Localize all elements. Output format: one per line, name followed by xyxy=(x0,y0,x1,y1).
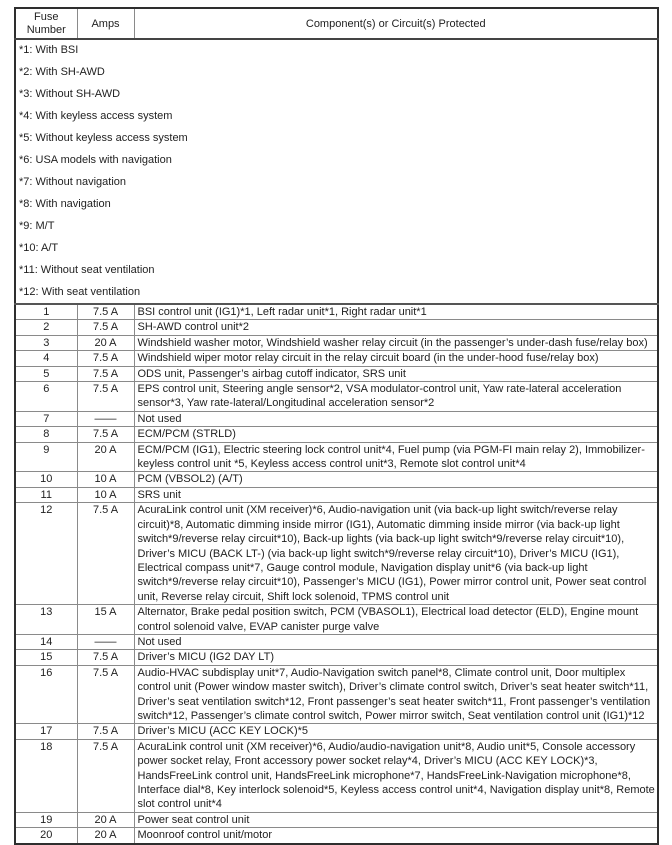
component-cell: ECM/PCM (IG1), Electric steering lock control unit*4, Fuel pump (via PGM-FI main relay 2), Immobilizer-keyless control unit *5, Keyless access control unit*3, Remote slot control unit*4 xyxy=(134,442,658,472)
fuse-number-cell: 18 xyxy=(15,739,77,812)
fuse-number-cell: 3 xyxy=(15,335,77,350)
component-cell: PCM (VBSOL2) (A/T) xyxy=(134,472,658,487)
header-components: Component(s) or Circuit(s) Protected xyxy=(134,8,658,39)
fuse-number-cell: 2 xyxy=(15,320,77,335)
amps-cell: 7.5 A xyxy=(77,739,134,812)
amps-cell: —— xyxy=(77,411,134,426)
table-row xyxy=(15,304,658,320)
amps-cell: 7.5 A xyxy=(77,351,134,366)
component-cell: Windshield wiper motor relay circuit in the relay circuit board (in the under-hood fuse/relay box) xyxy=(134,351,658,366)
footnotes-row xyxy=(15,39,658,304)
component-cell: AcuraLink control unit (XM receiver)*6, Audio/audio-navigation unit*8, Audio unit*5, Console accessory power socket relay, Front accessory power socket relay*4, Driver’s MICU (ACC KEY LOCK)*3, HandsFreeLink control unit, HandsFreeLink microphone*7, HandsFreeLink-Navigation microphone*8, Interface dial*8, Key interlock solenoid*5, Keyless access control unit*4, Navigation display unit*8, Remote slot control unit*4 xyxy=(134,739,658,812)
table-row xyxy=(15,320,658,335)
table-row xyxy=(15,366,658,381)
component-cell: Power seat control unit xyxy=(134,812,658,827)
fuse-number-cell: 19 xyxy=(15,812,77,827)
amps-cell: 7.5 A xyxy=(77,366,134,381)
fuse-number-cell: 10 xyxy=(15,472,77,487)
amps-cell: 20 A xyxy=(77,442,134,472)
component-cell: Audio-HVAC subdisplay unit*7, Audio-Navigation switch panel*8, Climate control unit, Door multiplex control unit (Power window master switch), Driver’s climate control switch, Driver’s seat heater switch*11, Driver’s seat ventilation switch*12, Front passenger’s seat heater switch*11, Front passenger’s ventilation switch*12, Passenger’s climate control switch, Power mirror switch, Seat ventilation control unit (IG1)*12 xyxy=(134,665,658,724)
footnote-item: *7: Without navigation xyxy=(19,176,127,188)
header-row xyxy=(15,8,658,39)
table-row xyxy=(15,634,658,649)
footnote-item: *3: Without SH-AWD xyxy=(19,88,121,100)
fuse-number-cell: 6 xyxy=(15,382,77,412)
fuse-number-cell: 17 xyxy=(15,724,77,739)
table-row xyxy=(15,472,658,487)
component-cell: AcuraLink control unit (XM receiver)*6, Audio-navigation unit (via back-up light switch/reverse relay circuit)*8, Automatic dimming inside mirror (IG1), Automatic dimming inside mirror (via back-up light switch*9/reverse relay circuit*10), Back-up lights (via back-up light switch*9/reverse relay circuit*10), Driver’s MICU (BACK LT-) (via back-up light switch*9/reverse relay circuit*10), Driver’s MICU (IG1), Electrical compass unit*7, Gauge control module, Navigation display unit*6 (via back-up light switch*9/reverse relay circuit*10), Passenger’s MICU (IG1), Power mirror control unit, Power seat control unit, Reverse relay circuit, Shift lock solenoid, TPMS control unit xyxy=(134,503,658,605)
table-header xyxy=(15,8,658,39)
table-row xyxy=(15,812,658,827)
component-cell: Windshield washer motor, Windshield washer relay circuit (in the passenger’s under-dash fuse/relay box) xyxy=(134,335,658,350)
amps-cell: —— xyxy=(77,634,134,649)
amps-cell: 7.5 A xyxy=(77,427,134,442)
fuse-number-cell: 1 xyxy=(15,304,77,320)
table-row xyxy=(15,487,658,502)
fuse-number-cell: 16 xyxy=(15,665,77,724)
table-row xyxy=(15,442,658,472)
amps-cell: 20 A xyxy=(77,812,134,827)
footnote-item: *12: With seat ventilation xyxy=(19,286,141,298)
component-cell: Not used xyxy=(134,634,658,649)
fuse-number-cell: 7 xyxy=(15,411,77,426)
amps-cell: 15 A xyxy=(77,605,134,635)
header-amps: Amps xyxy=(77,8,134,39)
component-cell: Driver’s MICU (ACC KEY LOCK)*5 xyxy=(134,724,658,739)
fuse-number-cell: 14 xyxy=(15,634,77,649)
component-cell: EPS control unit, Steering angle sensor*2, VSA modulator-control unit, Yaw rate-lateral acceleration sensor*3, Yaw rate-lateral/Longitudinal acceleration sensor*2 xyxy=(134,382,658,412)
header-fuse-line2: Number xyxy=(26,24,66,36)
amps-cell: 7.5 A xyxy=(77,320,134,335)
fuse-number-cell: 12 xyxy=(15,503,77,605)
table-row xyxy=(15,503,658,605)
component-cell: Moonroof control unit/motor xyxy=(134,828,658,844)
table-row xyxy=(15,351,658,366)
fuse-number-cell: 13 xyxy=(15,605,77,635)
fuse-number-cell: 8 xyxy=(15,427,77,442)
footnote-item: *4: With keyless access system xyxy=(19,110,173,122)
footnote-item: *9: M/T xyxy=(19,220,55,232)
fuse-number-cell: 5 xyxy=(15,366,77,381)
amps-cell: 10 A xyxy=(77,487,134,502)
fuse-number-cell: 4 xyxy=(15,351,77,366)
component-cell: SH-AWD control unit*2 xyxy=(134,320,658,335)
table-row xyxy=(15,739,658,812)
component-cell: BSI control unit (IG1)*1, Left radar unit*1, Right radar unit*1 xyxy=(134,304,658,320)
amps-cell: 7.5 A xyxy=(77,650,134,665)
amps-cell: 20 A xyxy=(77,828,134,844)
fuse-number-cell: 11 xyxy=(15,487,77,502)
footnotes-section xyxy=(15,39,658,304)
amps-cell: 7.5 A xyxy=(77,304,134,320)
table-row xyxy=(15,650,658,665)
component-cell: Driver’s MICU (IG2 DAY LT) xyxy=(134,650,658,665)
table-row xyxy=(15,335,658,350)
manual-page xyxy=(0,7,672,842)
amps-cell: 10 A xyxy=(77,472,134,487)
footnotes-cell xyxy=(15,39,658,304)
fuse-number-cell: 15 xyxy=(15,650,77,665)
amps-cell: 7.5 A xyxy=(77,503,134,605)
table-row xyxy=(15,427,658,442)
table-row xyxy=(15,382,658,412)
footnote-item: *10: A/T xyxy=(19,242,59,254)
component-cell: ECM/PCM (STRLD) xyxy=(134,427,658,442)
table-row xyxy=(15,665,658,724)
fuse-number-cell: 9 xyxy=(15,442,77,472)
table-row xyxy=(15,828,658,844)
fuse-table xyxy=(14,7,659,845)
amps-cell: 7.5 A xyxy=(77,382,134,412)
amps-cell: 20 A xyxy=(77,335,134,350)
component-cell: ODS unit, Passenger’s airbag cutoff indicator, SRS unit xyxy=(134,366,658,381)
footnote-item: *2: With SH-AWD xyxy=(19,66,105,78)
amps-cell: 7.5 A xyxy=(77,724,134,739)
table-row xyxy=(15,724,658,739)
footnote-item: *8: With navigation xyxy=(19,198,111,210)
fuse-number-cell: 20 xyxy=(15,828,77,844)
header-fuse-number xyxy=(15,8,77,39)
table-row xyxy=(15,605,658,635)
footnote-item: *6: USA models with navigation xyxy=(19,154,172,166)
component-cell: Not used xyxy=(134,411,658,426)
footnote-item: *1: With BSI xyxy=(19,44,79,56)
component-cell: SRS unit xyxy=(134,487,658,502)
fuse-rows-body xyxy=(15,304,658,844)
table-row xyxy=(15,411,658,426)
footnote-item: *5: Without keyless access system xyxy=(19,132,188,144)
header-fuse-line1: Fuse xyxy=(34,11,59,23)
component-cell: Alternator, Brake pedal position switch, PCM (VBASOL1), Electrical load detector (ELD), Engine mount control solenoid valve, EVAP canister purge valve xyxy=(134,605,658,635)
footnote-item: *11: Without seat ventilation xyxy=(19,264,155,276)
amps-cell: 7.5 A xyxy=(77,665,134,724)
